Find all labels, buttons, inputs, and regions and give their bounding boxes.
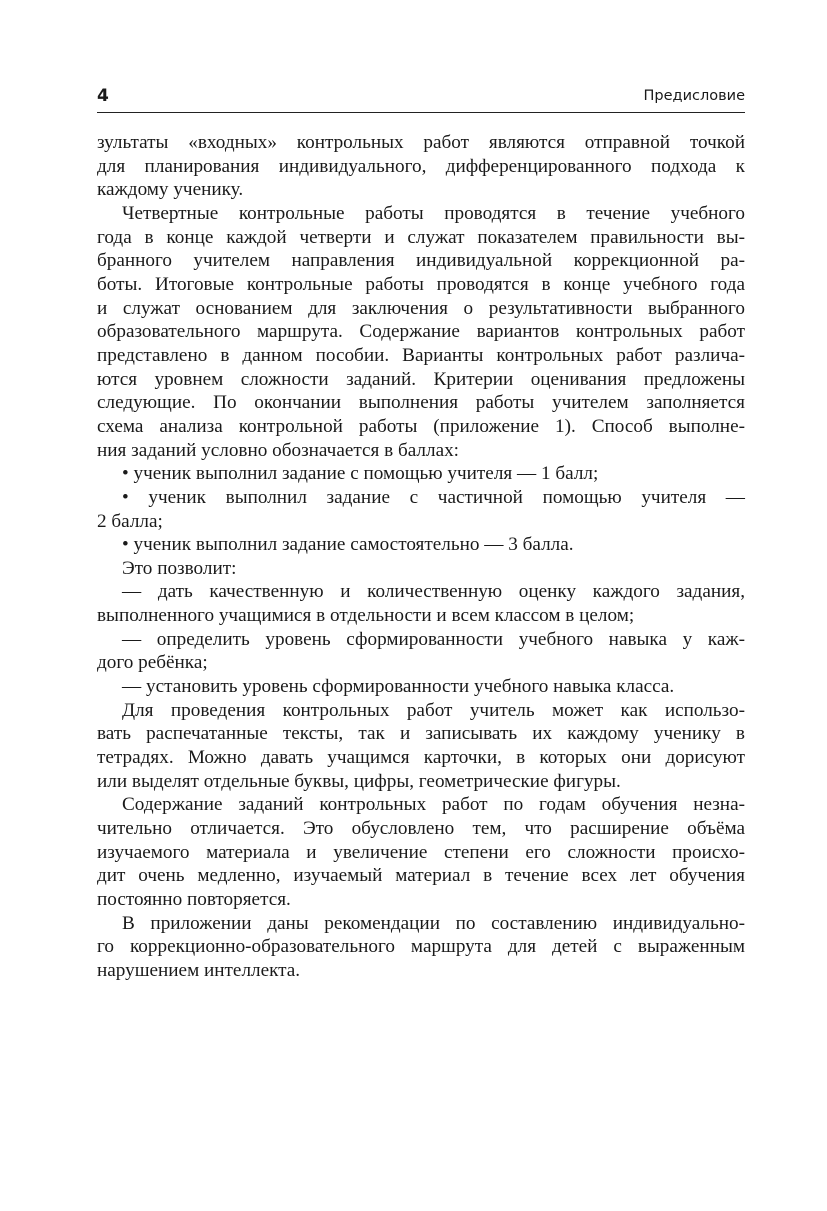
text-line: представлено в данном пособии. Варианты контрольных работ различа- — [97, 344, 745, 366]
text-line: го коррекционно-образовательного маршрута для детей с выраженным — [97, 936, 745, 958]
text-line: тетрадях. Можно давать учащимся карточки, в которых они дорисуют — [97, 747, 745, 769]
page-number: 4 — [97, 86, 109, 106]
paragraph — [97, 533, 745, 557]
text-line: постоянно повторяется. — [97, 889, 291, 910]
text-line: боты. Итоговые контрольные работы проводятся в конце учебного года — [97, 273, 745, 295]
paragraph — [97, 628, 745, 675]
paragraph — [97, 699, 745, 794]
text-line: • ученик выполнил задание с частичной помощью учителя — — [122, 486, 745, 508]
text-line: 2 балла; — [97, 510, 163, 532]
text-line: изучаемого материала и увеличение степени его сложности происхо- — [97, 841, 745, 863]
text-line: ются уровнем сложности заданий. Критерии оценивания предложены — [97, 368, 745, 390]
text-line: образовательного маршрута. Содержание вариантов контрольных работ — [97, 321, 745, 343]
text-line: каждому ученику. — [97, 179, 244, 201]
text-line: ния заданий условно обозначается в баллах: — [97, 439, 460, 461]
paragraph — [97, 462, 745, 486]
text-line: зультаты «входных» контрольных работ являются отправной точкой — [97, 132, 745, 153]
text-line: выполненного учащимися в отдельности и всем классом в целом; — [97, 605, 635, 627]
text-line: — установить уровень сформированности учебного навыка класса. — [122, 676, 675, 698]
paragraph — [97, 912, 745, 983]
paragraph — [97, 131, 745, 202]
running-header — [97, 84, 745, 113]
text-line: года в конце каждой четверти и служат показателем правильности вы- — [97, 226, 745, 248]
text-line: или выделят отдельные буквы, цифры, геометрические фигуры. — [97, 770, 621, 792]
text-line: дого ребёнка; — [97, 652, 208, 674]
text-line: Содержание заданий контрольных работ по годам обучения незна- — [122, 794, 745, 816]
text-line: — дать качественную и количественную оценку каждого задания, — [122, 581, 745, 603]
text-line: Четвертные контрольные работы проводятся в течение учебного — [122, 202, 745, 224]
paragraph — [97, 557, 745, 581]
running-title: Предисловие — [643, 88, 745, 104]
text-line: чительно отличается. Это обусловлено тем, что расширение объёма — [97, 818, 745, 840]
text-line: В приложении даны рекомендации по составлению индивидуально- — [122, 912, 745, 934]
text-line: для планирования индивидуального, дифференцированного подхода к — [97, 155, 745, 177]
paragraph — [97, 793, 745, 911]
text-line: бранного учителем направления индивидуальной коррекционной ра- — [97, 250, 745, 272]
paragraph — [97, 486, 745, 533]
paragraph — [97, 580, 745, 627]
text-line: вать распечатанные тексты, так и записывать их каждому ученику в — [97, 723, 745, 745]
body-text — [97, 131, 745, 983]
text-line: следующие. По окончании выполнения работы учителем заполняется — [97, 392, 745, 414]
text-line: Для проведения контрольных работ учитель может как использо- — [122, 699, 745, 721]
text-line: нарушением интеллекта. — [97, 959, 301, 981]
text-line: — определить уровень сформированности учебного навыка у каж- — [122, 628, 745, 650]
paragraph — [97, 202, 745, 462]
text-line: • ученик выполнил задание с помощью учителя — 1 балл; — [122, 463, 599, 485]
paragraph — [97, 675, 745, 699]
text-line: и служат основанием для заключения о результативности выбранного — [97, 297, 745, 319]
text-line: • ученик выполнил задание самостоятельно — 3 балла. — [122, 534, 574, 556]
text-line: схема анализа контрольной работы (приложение 1). Способ выполне- — [97, 415, 745, 437]
text-line: дит очень медленно, изучаемый материал в течение всех лет обучения — [97, 865, 745, 887]
text-line: Это позволит: — [122, 557, 237, 579]
